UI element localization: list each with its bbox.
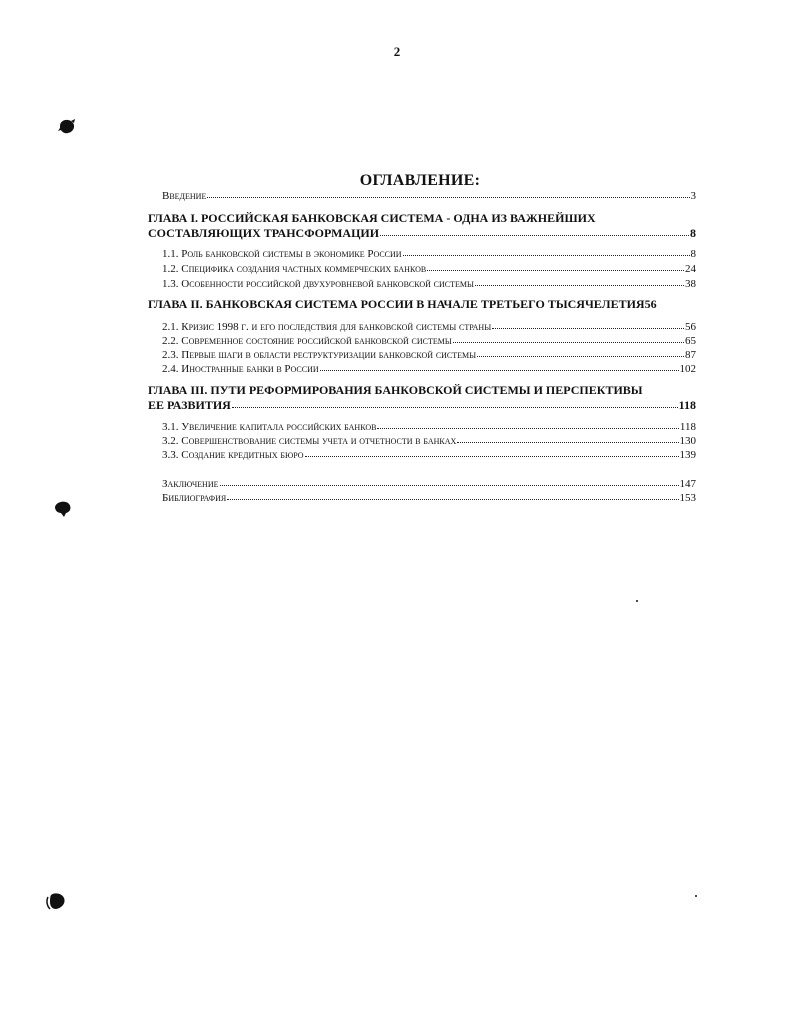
toc-entry-bibliography[interactable] [162,492,696,505]
chapter-3-title-line2: ЕЕ РАЗВИТИЯ [148,398,231,412]
toc-page-number: 139 [679,449,696,461]
toc-entry-conclusion[interactable] [162,478,696,491]
toc-entry-chapter-1[interactable] [148,227,696,240]
toc-entry-section-2-1[interactable] [162,321,696,334]
toc-entry-section-3-3[interactable] [162,449,696,462]
toc-page-number: 56 [644,297,657,311]
chapter-3-title-line1[interactable]: ГЛАВА III. ПУТИ РЕФОРМИРОВАНИЯ БАНКОВСКОЙ СИСТЕМЫ И ПЕРСПЕКТИВЫ [148,383,643,397]
dot-leader [377,428,678,429]
toc-page-number: 3 [690,190,696,202]
toc-entry-section-3-1[interactable] [162,421,696,434]
toc-entry-label: 2.3. Первые шаги в области реструктуризации банковской системы [162,349,477,361]
dot-leader [305,456,679,457]
punch-hole-mark-top [56,117,78,137]
punch-hole-mark-middle [52,499,74,519]
dot-leader [427,270,684,271]
dot-leader [403,255,690,256]
toc-entry-section-2-3[interactable] [162,349,696,362]
toc-page-number: 118 [678,398,696,412]
dot-leader [453,342,684,343]
dot-leader [477,356,684,357]
dot-leader [457,442,678,443]
toc-entry-section-1-2[interactable] [162,263,696,276]
toc-page-number: 147 [679,478,696,490]
toc-page-number: 153 [679,492,696,504]
chapter-2-title: ГЛАВА II. БАНКОВСКАЯ СИСТЕМА РОССИИ В НАЧАЛЕ ТРЕТЬЕГО ТЫСЯЧЕЛЕТИЯ [148,297,645,311]
toc-entry-label: 1.1. Роль банковской системы в экономике России [162,248,402,260]
toc-page-number: 102 [679,363,696,375]
toc-entry-intro[interactable] [162,190,696,203]
toc-entry-chapter-3[interactable] [148,399,696,412]
scan-speck [636,600,638,602]
dot-leader [220,485,679,486]
toc-entry-section-3-2[interactable] [162,435,696,448]
dot-leader [320,370,679,371]
toc-entry-label: Введение [162,190,207,202]
toc-entry-label: 1.3. Особенности российской двухуровневой банковской системы [162,278,474,290]
toc-page-number: 118 [679,421,696,433]
toc-page-number: 8 [690,248,696,260]
toc-page-number: 87 [685,349,696,361]
toc-page-number: 38 [685,278,696,290]
toc-entry-label: Заключение [162,478,219,490]
page-number: 2 [393,44,401,59]
toc-entry-label: 2.4. Иностранные банки в России [162,363,319,375]
punch-hole-mark-bottom [44,891,68,913]
toc-page-number: 8 [690,226,696,240]
toc-page-number: 24 [685,263,696,275]
toc-entry-section-1-3[interactable] [162,278,696,291]
toc-entry-label: 1.2. Специфика создания частных коммерческих банков [162,263,427,275]
dot-leader [475,285,684,286]
toc-entry-label: 2.1. Кризис 1998 г. и его последствия для банковской системы страны [162,321,492,333]
toc-page-number: 65 [685,335,696,347]
chapter-1-title-line1[interactable]: ГЛАВА I. РОССИЙСКАЯ БАНКОВСКАЯ СИСТЕМА - ОДНА ИЗ ВАЖНЕЙШИХ [148,211,596,225]
toc-entry-label: Библиография [162,492,227,504]
toc-entry-chapter-2[interactable] [148,298,696,311]
dot-leader [227,499,678,500]
toc-entry-section-2-4[interactable] [162,363,696,376]
toc-entry-section-1-1[interactable] [162,248,696,261]
chapter-1-title-line2: СОСТАВЛЯЮЩИХ ТРАНСФОРМАЦИИ [148,226,380,240]
toc-entry-label: 3.1. Увеличение капитала российских банков [162,421,377,433]
dot-leader [232,407,678,408]
toc-page-number: 56 [685,321,696,333]
scan-speck [695,895,697,897]
toc-entry-label: 2.2. Современное состояние российской банковской системы [162,335,452,347]
dot-leader [492,328,684,329]
dot-leader [207,197,689,198]
toc-title: ОГЛАВЛЕНИЕ: [359,172,481,189]
toc-page-number: 130 [679,435,696,447]
toc-entry-label: 3.2. Совершенствование системы учета и отчетности в банках [162,435,457,447]
toc-entry-label: 3.3. Создание кредитных бюро [162,449,304,461]
toc-entry-section-2-2[interactable] [162,335,696,348]
dot-leader [380,235,689,236]
